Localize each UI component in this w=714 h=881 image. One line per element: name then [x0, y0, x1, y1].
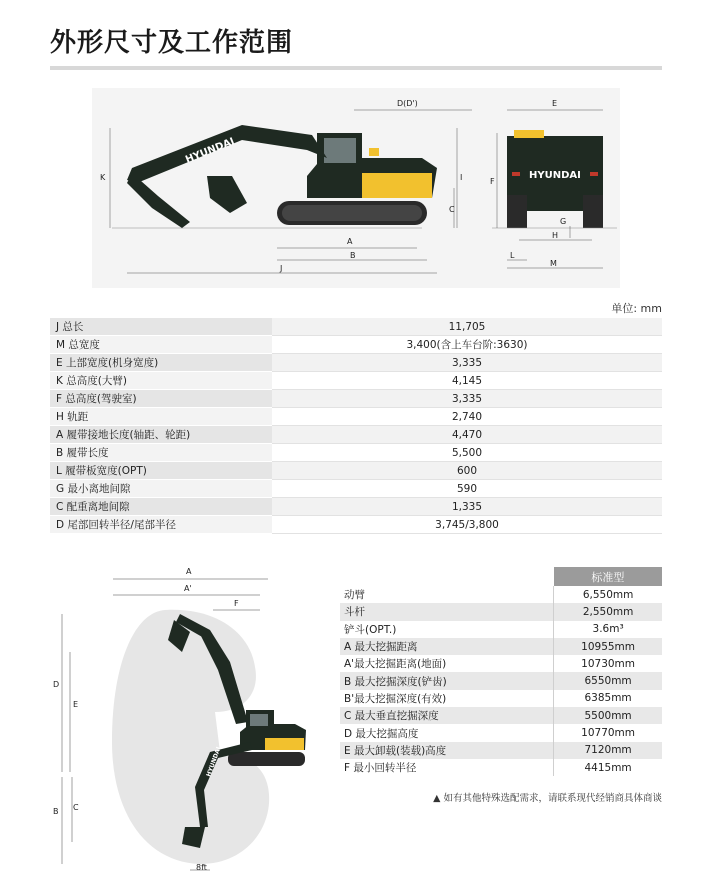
work-label: D 最大挖掘高度 — [340, 724, 554, 741]
spec-value: 600 — [272, 462, 662, 480]
work-value: 6,550mm — [554, 586, 662, 603]
table-row — [340, 724, 662, 741]
work-value: 10770mm — [554, 724, 662, 741]
spec-value: 5,500 — [272, 444, 662, 462]
dim-label-f: F — [490, 177, 495, 186]
work-label: 动臂 — [340, 586, 554, 603]
work-label: B'最大挖掘深度(有效) — [340, 690, 554, 707]
table-row — [340, 586, 662, 603]
footnote: ▲ 如有其他特殊选配需求，请联系现代经销商具体商谈 — [433, 793, 662, 804]
table-row — [50, 390, 662, 408]
spec-value: 590 — [272, 480, 662, 498]
work-value: 6385mm — [554, 690, 662, 707]
spec-value: 4,470 — [272, 426, 662, 444]
spec-label: L 履带板宽度(OPT) — [50, 462, 272, 480]
dim-label-m: M — [550, 259, 557, 268]
work-label: B 最大挖掘深度(铲齿) — [340, 672, 554, 689]
dim-label-j: J — [280, 264, 283, 273]
range-label-a-prime: A' — [184, 584, 192, 593]
dim-brand-text: HYUNDAI — [184, 136, 237, 166]
work-value: 10955mm — [554, 638, 662, 655]
dim-label-e: E — [552, 99, 558, 108]
spec-label: F 总高度(驾驶室) — [50, 390, 272, 408]
dim-label-d: D(D') — [397, 99, 418, 108]
work-label: E 最大卸载(装载)高度 — [340, 742, 554, 759]
spec-label: A 履带接地长度(轴距、轮距) — [50, 426, 272, 444]
dimension-figure — [92, 88, 620, 288]
spec-label: H 轨距 — [50, 408, 272, 426]
dim-label-k: K — [100, 173, 106, 182]
dim-label-g: G — [560, 217, 567, 226]
working-range-table — [340, 567, 662, 776]
table-row — [50, 444, 662, 462]
table-row — [50, 318, 662, 336]
spec-value: 11,705 — [272, 318, 662, 336]
range-label-a: A — [186, 567, 192, 576]
table-row — [50, 354, 662, 372]
table-row — [50, 372, 662, 390]
work-label: F 最小回转半径 — [340, 759, 554, 776]
table-row — [50, 426, 662, 444]
table-row — [50, 462, 662, 480]
spec-label: E 上部宽度(机身宽度) — [50, 354, 272, 372]
range-label-b: B — [53, 807, 59, 816]
work-value: 4415mm — [554, 759, 662, 776]
working-range-drawing — [50, 552, 320, 877]
table-row — [50, 336, 662, 354]
work-value: 3.6m³ — [554, 621, 662, 638]
range-label-c: C — [73, 803, 79, 812]
range-label-8ft: 8ft — [196, 863, 207, 872]
table-row — [50, 408, 662, 426]
table-row — [340, 621, 662, 638]
spec-value: 3,745/3,800 — [272, 516, 662, 534]
table-row — [340, 759, 662, 776]
spec-label: G 最小离地间隙 — [50, 480, 272, 498]
dim-label-c: C — [449, 205, 455, 214]
table-row — [340, 638, 662, 655]
dim-label-h: H — [552, 231, 559, 240]
work-value: 5500mm — [554, 707, 662, 724]
spec-label: K 总高度(大臂) — [50, 372, 272, 390]
work-value: 2,550mm — [554, 603, 662, 620]
excavator-side-and-rear-drawing — [92, 88, 620, 288]
spec-value: 3,335 — [272, 390, 662, 408]
work-label: 斗杆 — [340, 603, 554, 620]
spec-value: 3,335 — [272, 354, 662, 372]
unit-label: 单位: mm — [611, 302, 662, 315]
page-title: 外形尺寸及工作范围 — [50, 28, 294, 58]
table-row — [340, 655, 662, 672]
table-row — [340, 690, 662, 707]
spec-label: M 总宽度 — [50, 336, 272, 354]
work-header-standard: 标准型 — [554, 567, 662, 586]
table-row — [340, 707, 662, 724]
table-row — [50, 498, 662, 516]
dim-label-i: I — [460, 173, 463, 182]
range-label-e: E — [73, 700, 79, 709]
work-label: A 最大挖掘距离 — [340, 638, 554, 655]
title-divider — [50, 66, 662, 70]
work-label: A'最大挖掘距离(地面) — [340, 655, 554, 672]
work-value: 10730mm — [554, 655, 662, 672]
spec-label: D 尾部回转半径/尾部半径 — [50, 516, 272, 534]
spec-label: C 配重离地间隙 — [50, 498, 272, 516]
table-row — [340, 672, 662, 689]
working-range-figure — [50, 552, 320, 877]
spec-label: B 履带长度 — [50, 444, 272, 462]
range-label-f: F — [234, 599, 239, 608]
table-row — [50, 516, 662, 534]
rear-brand-text: HYUNDAI — [529, 170, 581, 181]
dim-label-a: A — [347, 237, 353, 246]
range-label-d: D — [53, 680, 60, 689]
table-row — [340, 603, 662, 620]
dimension-spec-table — [50, 318, 662, 534]
dim-label-l: L — [510, 251, 515, 260]
table-row — [340, 742, 662, 759]
work-label: C 最大垂直挖掘深度 — [340, 707, 554, 724]
work-value: 6550mm — [554, 672, 662, 689]
dim-label-b: B — [350, 251, 356, 260]
range-brand-text: HYUNDAI — [205, 746, 223, 778]
spec-value: 3,400(含上车台阶:3630) — [272, 336, 662, 354]
spec-value: 2,740 — [272, 408, 662, 426]
spec-label: J 总长 — [50, 318, 272, 336]
work-header-blank — [340, 567, 554, 586]
work-value: 7120mm — [554, 742, 662, 759]
spec-value: 4,145 — [272, 372, 662, 390]
table-row — [50, 480, 662, 498]
spec-value: 1,335 — [272, 498, 662, 516]
work-label: 铲斗(OPT.) — [340, 621, 554, 638]
